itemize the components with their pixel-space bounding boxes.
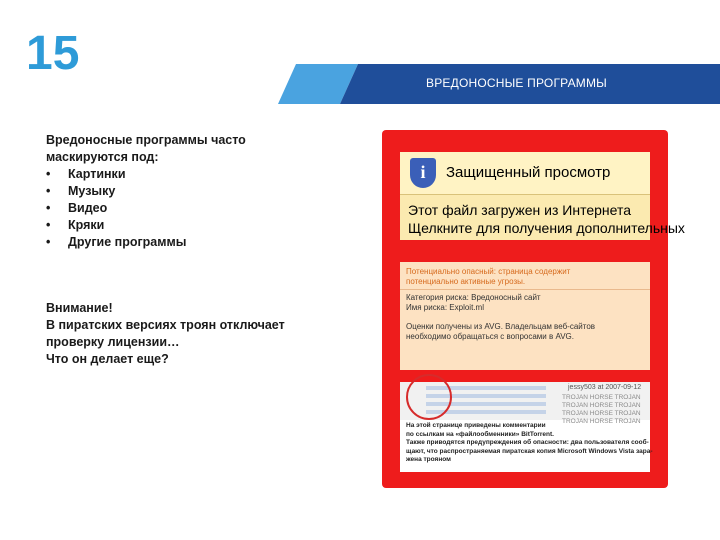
avg-warning-line: потенциально активные угрозы. <box>406 277 526 286</box>
torrent-comments-panel <box>400 382 653 472</box>
caption-line: На этой странице приведены комментарии <box>406 422 546 429</box>
list-item: • Видео <box>46 200 186 217</box>
info-icon: i <box>410 158 436 188</box>
warning-text <box>46 300 336 368</box>
comment-list <box>400 382 650 425</box>
protected-view-title: Защищенный просмотр <box>446 164 611 181</box>
list-item: • Музыку <box>46 183 186 200</box>
warning-question: Что он делает еще? <box>46 352 169 366</box>
protected-view-message: Этот файл загружен из Интернета <box>408 202 631 218</box>
avg-warning-line: Потенциально опасный: страница содержит <box>406 267 571 276</box>
protected-view-panel <box>400 152 685 240</box>
caption-line: Также приводятся предупреждения об опасности: два пользователя сооб- <box>406 439 649 446</box>
list-item: • Другие программы <box>46 234 186 251</box>
comment-author: jessy503 at 2007-09-12 <box>568 384 642 391</box>
avg-note-line: Оценки получены из AVG. Владельцам веб-сайтов <box>406 322 596 331</box>
divider <box>400 289 650 290</box>
disguise-list <box>46 166 186 251</box>
avg-risk-line: Категория риска: Вредоносный сайт <box>406 293 541 302</box>
warning-heading: Внимание! <box>46 301 113 315</box>
avg-warning-panel <box>400 262 650 370</box>
slide-number: 15 <box>26 27 80 80</box>
avg-note-line: необходимо обращаться с вопросами в AVG. <box>406 332 574 341</box>
warning-body: В пиратских версиях троян отключает проверку лицензии… <box>46 318 285 349</box>
avg-risk-category <box>406 293 541 313</box>
list-item: • Кряки <box>46 217 186 234</box>
avg-note <box>406 322 595 342</box>
comment-trojan-rows: TROJAN HORSE TROJAN TROJAN HORSE TROJAN TROJAN HORSE TROJAN TROJAN HORSE TROJAN <box>562 394 641 425</box>
list-item: • Картинки <box>46 166 186 183</box>
caption-line: щают, что распространяемая пиратская копия Microsoft Windows Vista зара- <box>406 447 653 455</box>
protected-view-hint: Щелкните для получения дополнительных <box>408 220 685 236</box>
comment-caption <box>406 422 652 465</box>
avg-risk-line: Имя риска: Exploit.ml <box>406 303 484 312</box>
highlight-circle <box>406 374 452 420</box>
header-title: ВРЕДОНОСНЫЕ ПРОГРАММЫ <box>426 76 607 90</box>
caption-line: жена трояном <box>406 456 451 463</box>
intro-text: Вредоносные программы часто маскируются под: <box>46 133 246 164</box>
avg-warning-text <box>406 267 570 287</box>
caption-line: по ссылкам на «файлообменники» BitTorrent. <box>406 430 554 438</box>
